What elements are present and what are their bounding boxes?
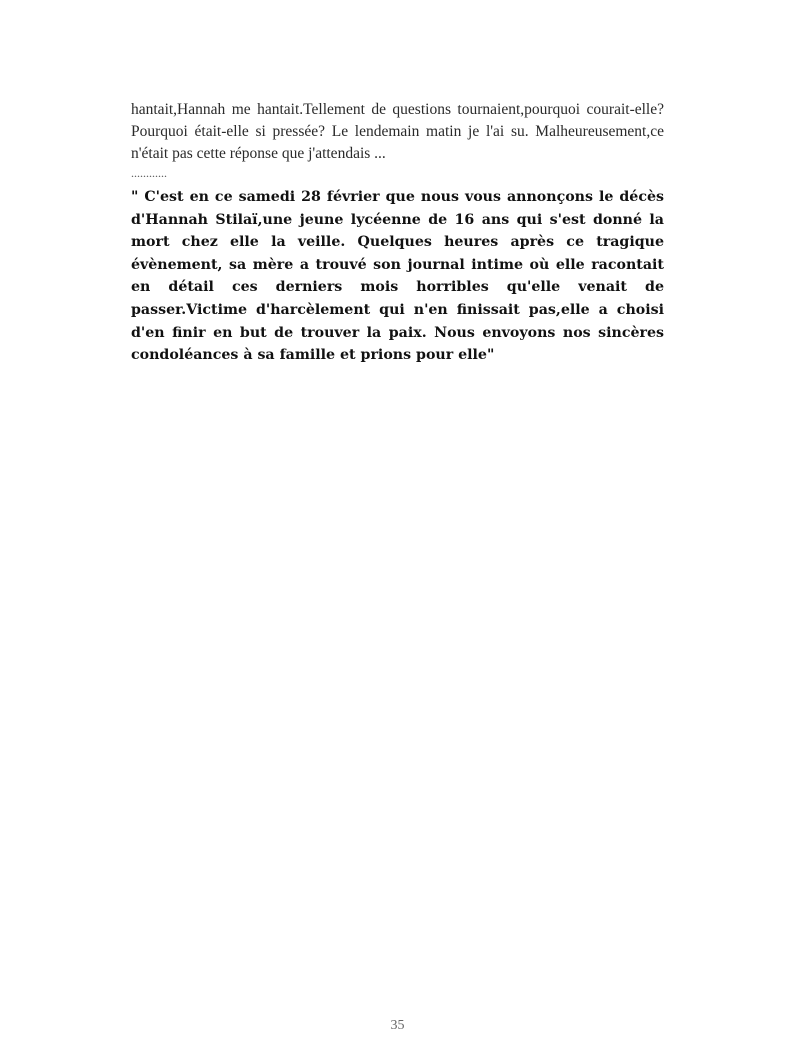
ellipsis-separator: ............	[131, 166, 167, 180]
news-quote-paragraph: " C'est en ce samedi 28 février que nous vous annonçons le décès d'Hannah Stilaï,une jeune lycéenne de 16 ans qui s'est donné la mort chez elle la veille. Quelques heures après ce tragique évènement, sa mère a trouvé son journal intime où elle racontait en détail ces derniers mois horribles qu'elle venait de passer.Victime d'harcèlement qui n'en finissait pas,elle a choisi d'en finir en but de trouver la paix. Nous envoyons nos sincères condoléances à sa famille et prions pour elle"	[131, 189, 664, 364]
body-paragraph: hantait,Hannah me hantait.Tellement de questions tournaient,pourquoi courait-elle? Pourquoi était-elle si pressée? Le lendemain matin je l'ai su. Malheureusement,ce n'était pas cette réponse que j'attendais ...	[131, 101, 664, 162]
page-number: 35	[390, 1018, 405, 1033]
